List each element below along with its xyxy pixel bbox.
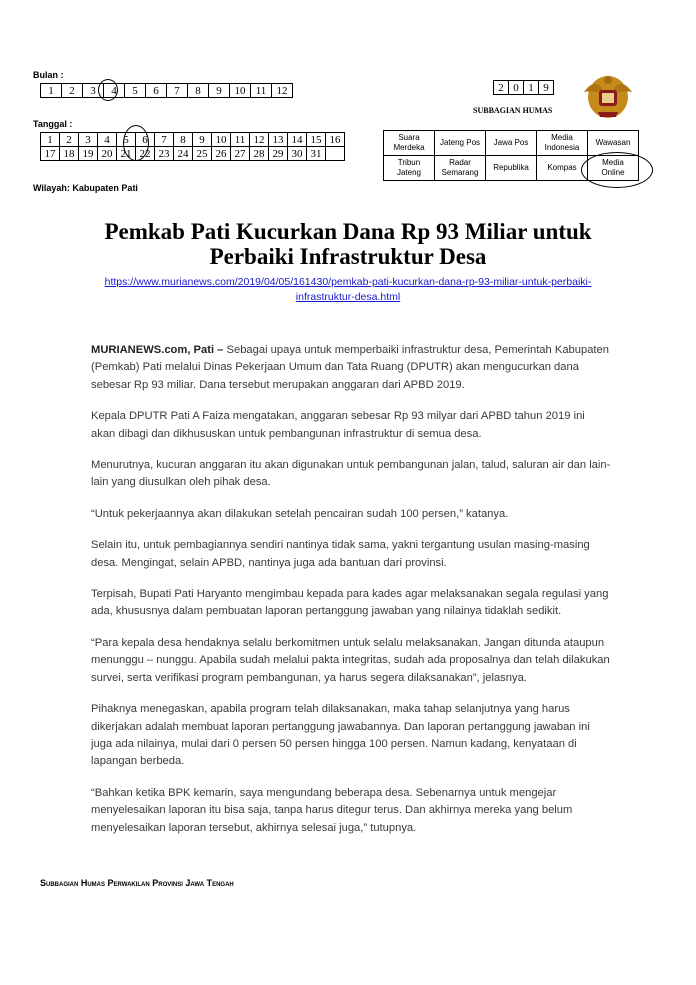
date-cell: 7 xyxy=(155,133,174,147)
date-cell: 15 xyxy=(307,133,326,147)
footer-label: Subbagian Humas Perwakilan Provinsi Jawa Tengah xyxy=(40,878,234,888)
selected-media-circle xyxy=(581,152,653,188)
paragraph: Terpisah, Bupati Pati Haryanto mengimbau kepada para kades agar melaksanakan segala regulasi yang ada, khususnya dalam pembuatan laporan pertanggung jawaban yang nilainya tidaklah sedikit. xyxy=(91,588,609,618)
paragraph xyxy=(91,342,611,394)
paragraph: “Untuk pekerjaannya akan dilakukan setelah pencairan sudah 100 persen,” katanya. xyxy=(91,507,509,520)
month-cell: 10 xyxy=(230,84,251,98)
date-cell: 25 xyxy=(193,147,212,161)
date-cell: 10 xyxy=(212,133,231,147)
garuda-emblem-icon xyxy=(580,70,636,122)
media-cell: Radar Semarang xyxy=(435,156,486,181)
date-cell: 1 xyxy=(41,133,60,147)
date-cell: 22 xyxy=(136,147,155,161)
media-cell: Republika xyxy=(486,156,537,181)
media-cell: Kompas xyxy=(537,156,588,181)
date-cell: 2 xyxy=(60,133,79,147)
date-cell: 31 xyxy=(307,147,326,161)
month-cell: 8 xyxy=(188,84,209,98)
date-cell: 14 xyxy=(288,133,307,147)
paragraph: “Para kepala desa hendaknya selalu berkomitmen untuk selalu melaksanakan. Jangan ditunda ataupun menunggu – nunggu. Apabila sudah melalui pakta integritas, sudah ada proposalnya dan telah dilakukan survei, serta verifikasi program pembangunan, ya harus segera dilaksanakan”, jelasnya. xyxy=(91,636,610,684)
article-url[interactable] xyxy=(60,275,636,305)
media-cell: Media Indonesia xyxy=(537,131,588,156)
date-cell: 17 xyxy=(41,147,60,161)
date-cell: 21 xyxy=(117,147,136,161)
date-cell: 23 xyxy=(155,147,174,161)
date-cell: 12 xyxy=(250,133,269,147)
date-cell: 8 xyxy=(174,133,193,147)
date-cell: 18 xyxy=(60,147,79,161)
date-cell: 24 xyxy=(174,147,193,161)
paragraph-text: Sebagai upaya untuk memperbaiki infrastruktur desa, Pemerintah Kabupaten (Pemkab) Pati melalui Dinas Pekerjaan Umum dan Tata Ruang (DPUTR) akan mengucurkan dana sebesar Rp 93 miliar. Dana tersebut merupakan anggaran dari APBD 2019. xyxy=(91,344,609,391)
date-cell: 16 xyxy=(326,133,345,147)
article-title xyxy=(40,219,656,269)
date-cell: 20 xyxy=(98,147,117,161)
office-label: SUBBAGIAN HUMAS xyxy=(473,106,553,115)
date-grid xyxy=(40,132,345,161)
selected-date-circle xyxy=(123,125,149,161)
year-digit: 9 xyxy=(539,81,554,95)
month-cell: 3 xyxy=(83,84,104,98)
title-line-2: Perbaiki Infrastruktur Desa xyxy=(209,244,487,269)
article-lead: MURIANEWS.com, Pati – xyxy=(91,344,224,356)
media-cell: Suara Merdeka xyxy=(384,131,435,156)
article-body xyxy=(91,342,611,851)
date-cell: 6 xyxy=(136,133,155,147)
date-cell: 13 xyxy=(269,133,288,147)
month-cell: 12 xyxy=(272,84,293,98)
date-cell: 26 xyxy=(212,147,231,161)
bulan-label: Bulan : xyxy=(33,70,64,80)
tanggal-label: Tanggal : xyxy=(33,119,73,129)
date-cell: 11 xyxy=(231,133,250,147)
date-cell: 29 xyxy=(269,147,288,161)
paragraph: Kepala DPUTR Pati A Faiza mengatakan, anggaran sebesar Rp 93 milyar dari APBD tahun 2019 ini akan dibagi dan dikhususkan untuk pembangunan infrastruktur di semua desa. xyxy=(91,410,585,440)
wilayah-label: Wilayah: Kabupaten Pati xyxy=(33,183,138,193)
month-cell: 5 xyxy=(125,84,146,98)
month-cell: 11 xyxy=(251,84,272,98)
media-cell: Jawa Pos xyxy=(486,131,537,156)
month-cell: 7 xyxy=(167,84,188,98)
paragraph: Menurutnya, kucuran anggaran itu akan digunakan untuk pembangunan jalan, talud, saluran air dan lain-lain yang diusulkan oleh pihak desa. xyxy=(91,459,611,489)
date-cell: 5 xyxy=(117,133,136,147)
date-cell: 19 xyxy=(79,147,98,161)
url-line-2[interactable]: infrastruktur-desa.html xyxy=(295,291,401,303)
media-cell: Jateng Pos xyxy=(435,131,486,156)
date-cell: 9 xyxy=(193,133,212,147)
year-digit: 1 xyxy=(524,81,539,95)
date-cell: 30 xyxy=(288,147,307,161)
date-cell xyxy=(326,147,345,161)
paragraph: “Bahkan ketika BPK kemarin, saya mengundang beberapa desa. Sebenarnya untuk mengejar menyelesaikan laporan itu bisa saja, tanpa harus ditegur terus. Dan akhirnya mereka yang belum menyelesaikan laporan tersebut, akhirnya selesai juga,” tutupnya. xyxy=(91,786,573,834)
month-cell: 1 xyxy=(41,84,62,98)
year-grid xyxy=(493,80,554,95)
date-cell: 28 xyxy=(250,147,269,161)
month-cell: 4 xyxy=(104,84,125,98)
title-line-1: Pemkab Pati Kucurkan Dana Rp 93 Miliar untuk xyxy=(104,219,592,244)
media-cell: Media Online xyxy=(588,156,639,181)
media-cell: Tribun Jateng xyxy=(384,156,435,181)
month-cell: 9 xyxy=(209,84,230,98)
paragraph: Pihaknya menegaskan, apabila program telah dilaksanakan, maka tahap selanjutnya yang harus dikerjakan adalah membuat laporan pertanggung jawabannya. Dan laporan pertanggung jawaban ini juga ada nilainya, mulai dari 0 persen 50 persen hingga 100 persen. Namun kadang, kenyataan di lapangan berbeda. xyxy=(91,703,590,768)
date-cell: 4 xyxy=(98,133,117,147)
paragraph: Selain itu, untuk pembagiannya sendiri nantinya tidak sama, yakni tergantung usulan masing-masing desa. Mengingat, selain APBD, nantinya juga ada bantuan dari provinsi. xyxy=(91,539,590,569)
month-grid xyxy=(40,83,293,98)
date-cell: 27 xyxy=(231,147,250,161)
media-cell: Wawasan xyxy=(588,131,639,156)
month-cell: 2 xyxy=(62,84,83,98)
selected-month-circle xyxy=(98,79,118,101)
month-cell: 6 xyxy=(146,84,167,98)
year-digit: 0 xyxy=(509,81,524,95)
year-digit: 2 xyxy=(494,81,509,95)
date-cell: 3 xyxy=(79,133,98,147)
url-line-1[interactable]: https://www.murianews.com/2019/04/05/161430/pemkab-pati-kucurkan-dana-rp-93-miliar-untuk-perbaiki- xyxy=(104,276,592,288)
